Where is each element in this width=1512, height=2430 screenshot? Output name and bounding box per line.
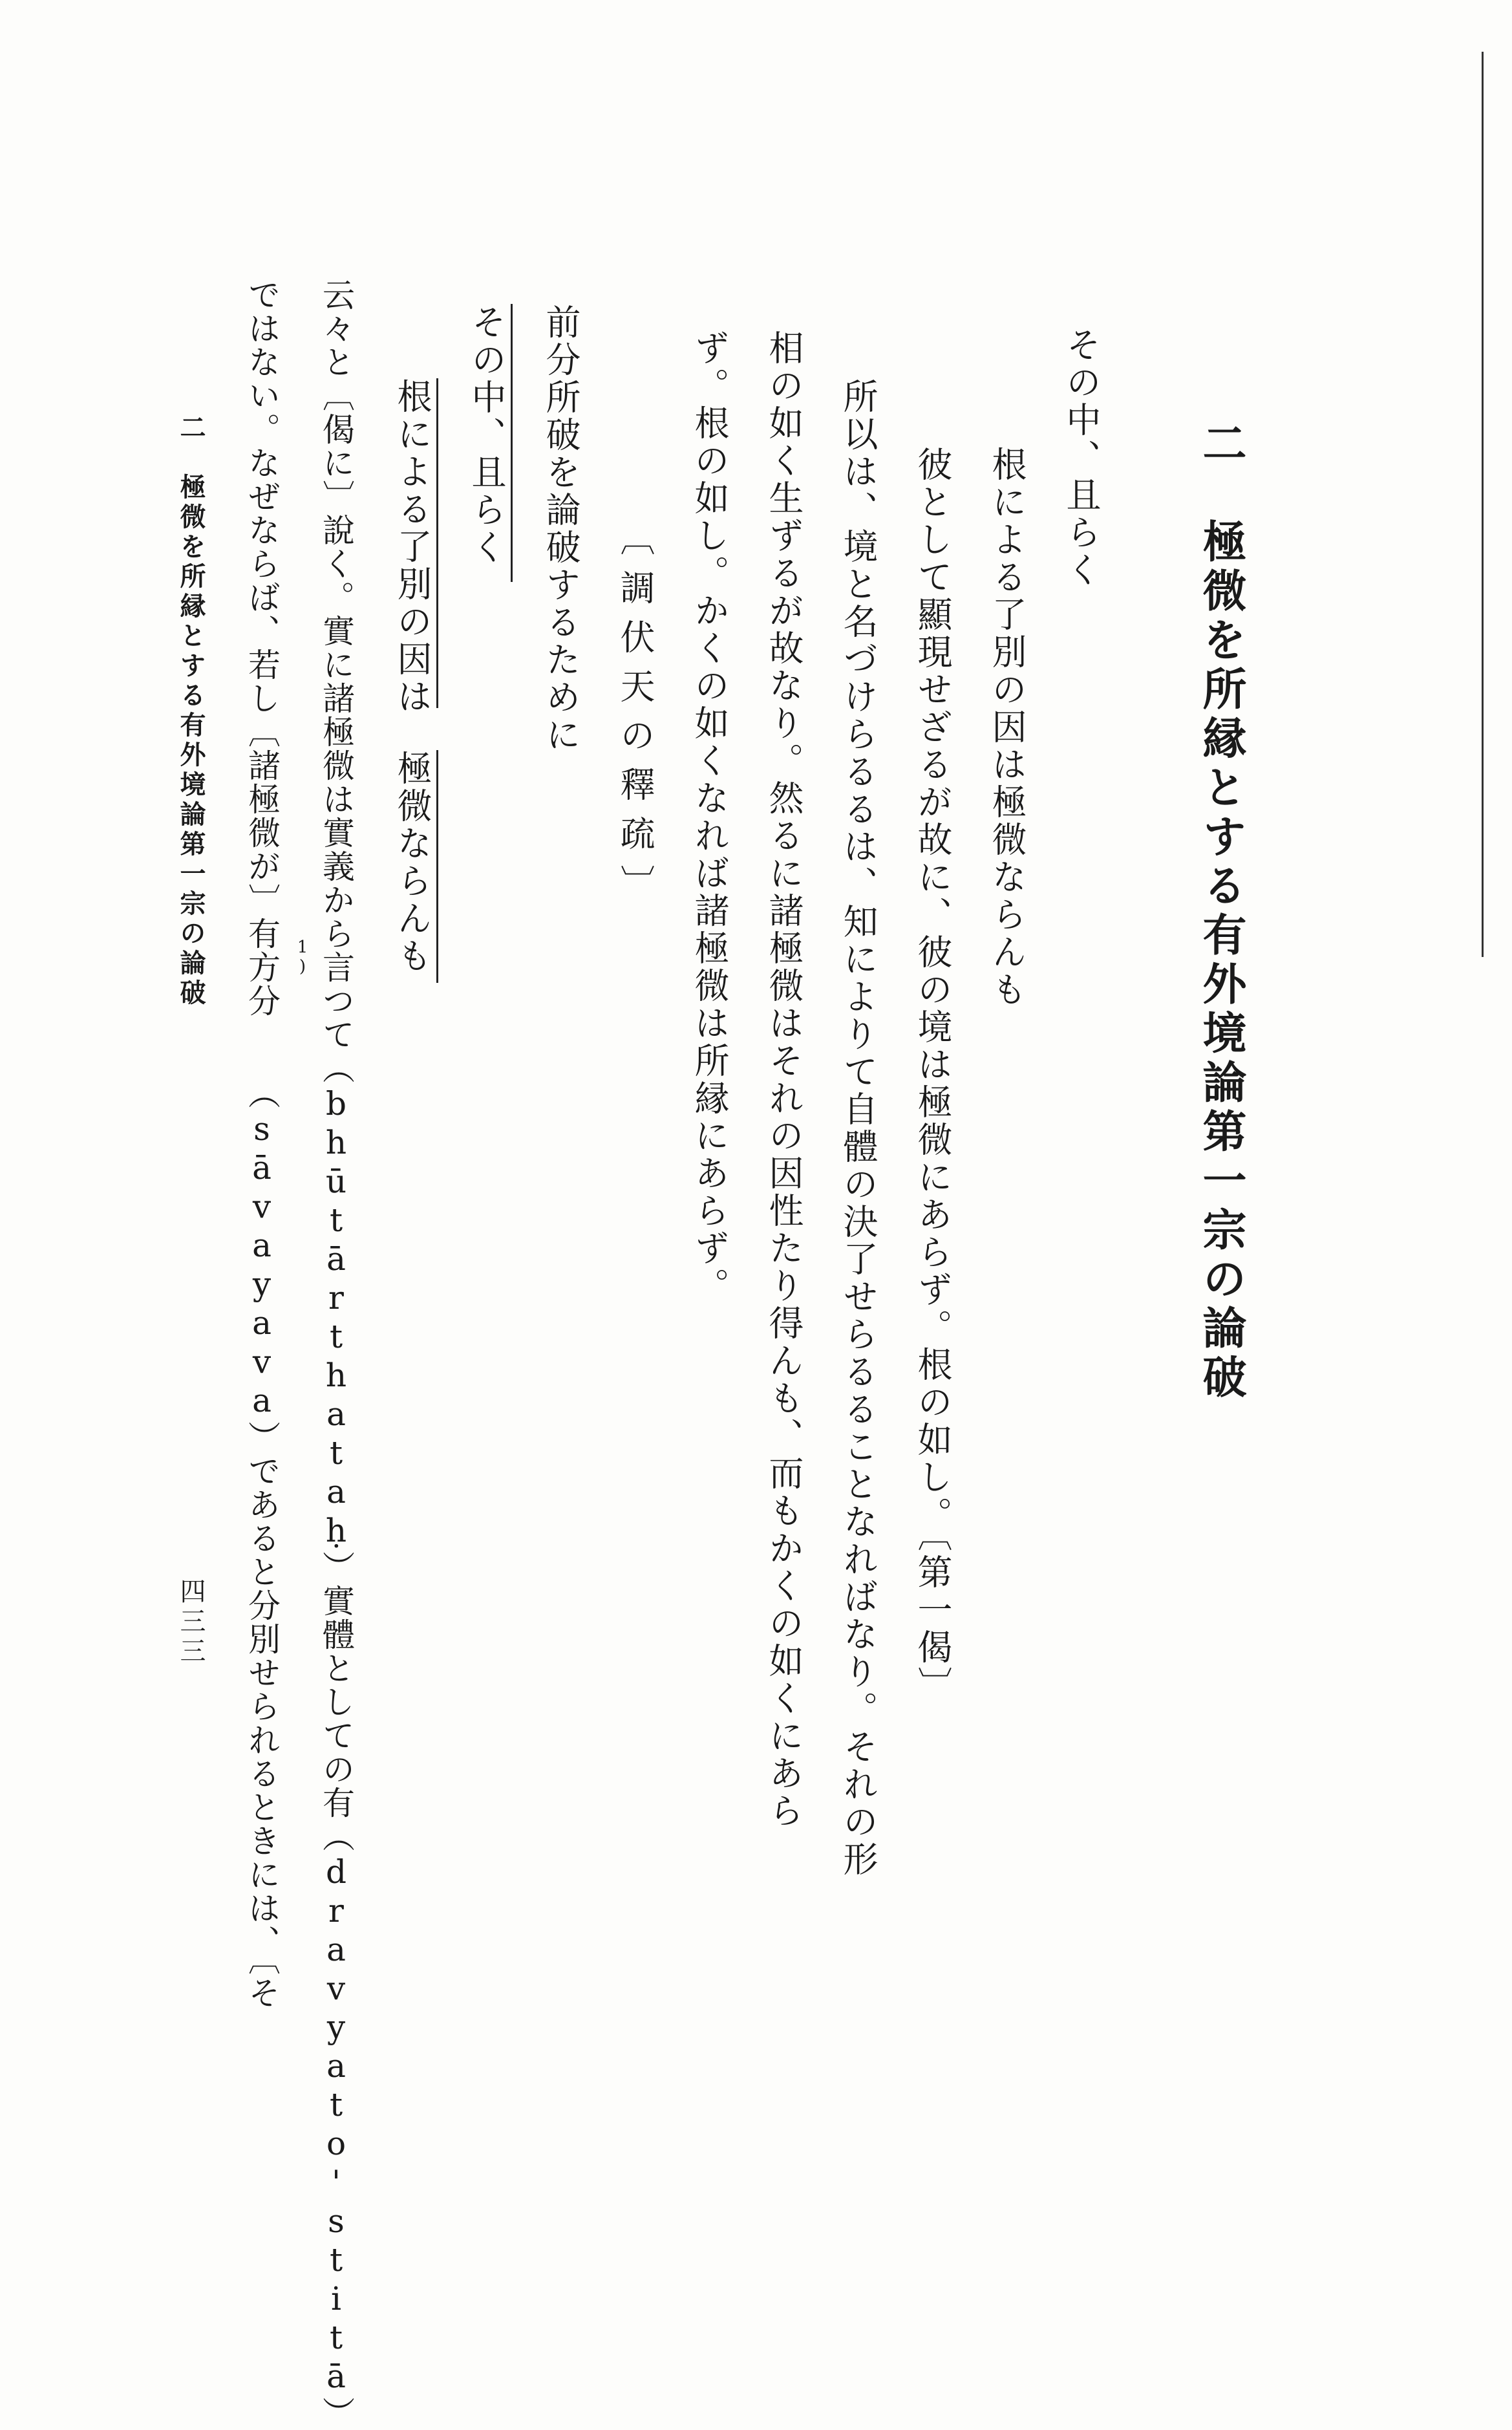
text-line-1: その中、且らく — [1061, 327, 1102, 589]
verse-line-1: 根による了別の因は極微ならんも — [986, 446, 1027, 1009]
underline-rule-3 — [436, 750, 438, 983]
verse-line-2: 彼として顯現せざるが故に、彼の境は極微にあらず。根の如し。〔第一偈〕 — [912, 446, 953, 1704]
page-edge-line — [1482, 52, 1484, 957]
text-line-6: ず。根の如し。かくの如くなれば諸極微は所縁にあらず。 — [689, 330, 730, 1305]
underline-rule-2 — [436, 378, 438, 708]
verse-quote-part-2: 極微ならんも — [392, 750, 432, 975]
underline-rule-1 — [511, 304, 513, 582]
commentary-title: 〔調伏天の釋疏〕 — [615, 521, 655, 914]
page-number: 四三三 — [176, 1578, 206, 1667]
text-line-9: その中、且らく — [466, 304, 507, 566]
text-line-5: 相の如く生ずるが故なり。然るに諸極微はそれの因性たり得んも、而もかくの如くにあら — [763, 330, 804, 1830]
text-line-11: 云々と〔偈に〕說く。實に諸極微は實義から言つて（bhūtārthataḥ）實體としての有（dravyato'stitā） — [317, 278, 355, 2430]
footnote-marker: 1) — [293, 938, 312, 976]
text-line-4: 所以は、境と名づけらるるは、知によりて自體の決了せらるることなればなり。それの形 — [838, 378, 878, 1878]
running-title: 二 極微を所縁とする有外境論第一宗の論破 — [176, 414, 206, 1009]
section-heading: 二 極微を所縁とする有外境論第一宗の論破 — [1195, 420, 1247, 1403]
text-line-8: 前分所破を論破するために — [540, 304, 581, 754]
text-line-12b: （sāvayava）であると分別せられるときには、〔そ — [243, 1077, 281, 2010]
text-line-12a: ではない。なぜならば、若し〔諸極微が〕有方分 — [243, 278, 281, 1018]
verse-quote-part-1: 根による了別の因は — [392, 378, 432, 716]
